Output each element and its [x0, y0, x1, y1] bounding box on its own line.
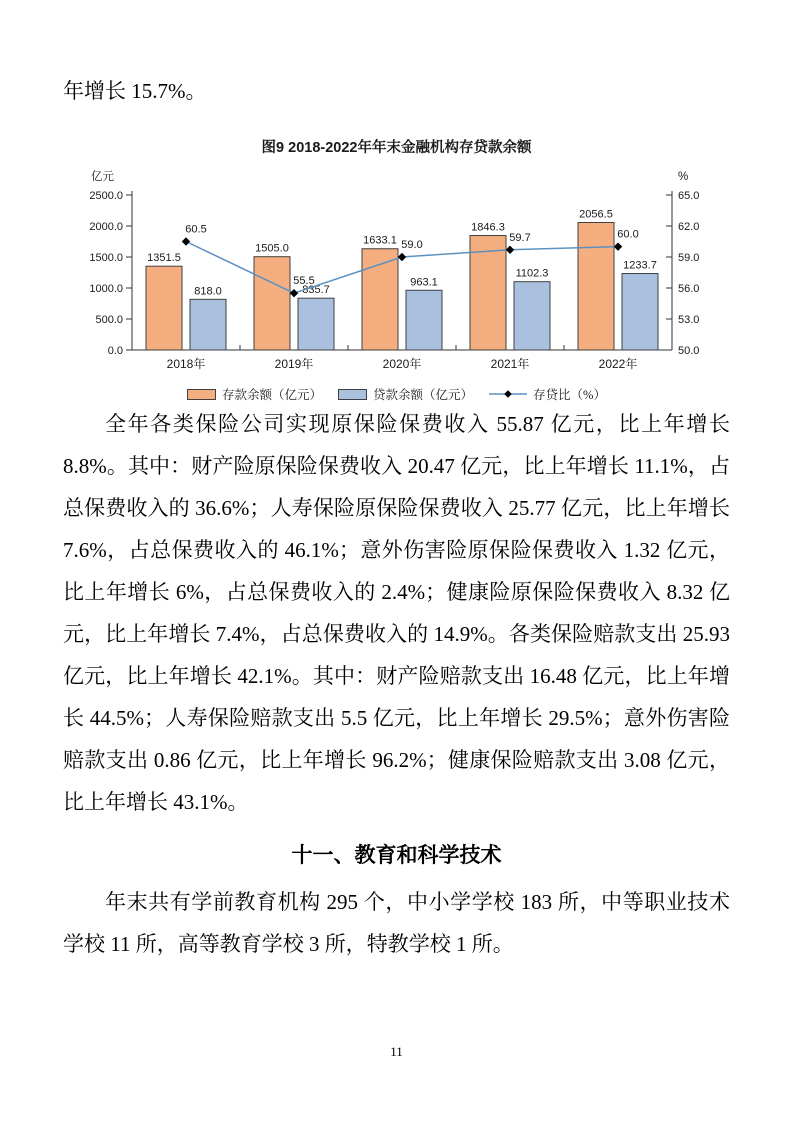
left-tick-label: 1500.0 — [88, 252, 123, 264]
bar-value-label: 835.7 — [301, 284, 330, 297]
x-category-label: 2018年 — [166, 357, 205, 371]
chart-svg — [77, 167, 717, 379]
legend-label: 贷款余额（亿元） — [373, 388, 474, 402]
bar-value-label: 818.0 — [193, 285, 222, 298]
left-tick-label: 2500.0 — [88, 190, 123, 202]
bar-value-label: 1102.3 — [515, 267, 548, 280]
right-tick-label: 50.0 — [677, 345, 699, 357]
page-number: 11 — [390, 1044, 403, 1059]
right-tick-label: 56.0 — [677, 283, 699, 295]
intro-line: 年增长 15.7%。 — [63, 79, 207, 103]
legend-bar-swatch — [187, 389, 216, 400]
legend-diamond-icon — [504, 390, 512, 398]
left-tick-label: 500.0 — [94, 314, 123, 326]
left-tick-label: 1000.0 — [88, 283, 123, 295]
bar-1-1 — [298, 298, 334, 350]
bar-value-label: 1233.7 — [622, 259, 657, 272]
x-category-label: 2021年 — [490, 357, 529, 371]
right-axis-unit: % — [677, 171, 688, 183]
right-tick-label: 59.0 — [677, 252, 699, 264]
chart-title: 图9 2018-2022年年末金融机构存贷款余额 — [261, 140, 532, 156]
diamond-marker — [181, 237, 189, 245]
bar-value-label: 1846.3 — [470, 221, 505, 234]
bar-value-label: 963.1 — [409, 276, 438, 289]
right-tick-label: 65.0 — [677, 190, 699, 202]
chart-legend — [63, 385, 730, 403]
x-category-label: 2022年 — [598, 357, 637, 371]
left-tick-label: 2000.0 — [88, 221, 123, 233]
bar-value-label: 1633.1 — [362, 234, 397, 247]
right-tick-label: 53.0 — [677, 314, 699, 326]
ratio-value-label: 59.0 — [400, 239, 423, 251]
chart-figure — [63, 136, 730, 403]
legend-item-1 — [338, 385, 473, 403]
legend-line-swatch — [489, 389, 527, 399]
bar-0-4 — [578, 222, 614, 350]
bar-1-4 — [622, 274, 658, 350]
bar-value-label: 1351.5 — [146, 252, 181, 265]
insurance-paragraph: 全年各类保险公司实现原保险保费收入 55.87 亿元，比上年增长 8.8%。其中：财产险原保险保费收入 20.47 亿元，比上年增长 11.1%，占总保费收入的 36.6%；人寿保险原保险保费收入 25.77 亿元，比上年增长 7.6%，占总保费收入的 46.1%；意外伤害险原保险保费收入 1.32 亿元，比上年增长 6%，占总保费收入的 2.4%；健康险原保险保费收入 8.32 亿元，比上年增长 7.4%，占总保费收入的 14.9%。各类保险赔款支出 25.93 亿元，比上年增长 42.1%。其中：财产险赔款支出 16.48 亿元，比上年增长 44.5%；人寿保险赔款支出 5.5 亿元，比上年增长 29.5%；意外伤害险赔款支出 0.86 亿元，比上年增长 96.2%；健康保险赔款支出 3.08 亿元，比上年增长 43.1%。 — [63, 412, 730, 814]
bar-0-1 — [254, 257, 290, 350]
right-tick-label: 62.0 — [677, 221, 699, 233]
section-heading: 十一、教育和科学技术 — [291, 844, 502, 867]
bar-value-label: 1505.0 — [254, 242, 289, 255]
bar-value-label: 2056.5 — [578, 208, 613, 221]
chart-canvas — [63, 167, 730, 379]
diamond-marker — [289, 289, 297, 297]
left-tick-label: 0.0 — [107, 345, 123, 357]
ratio-value-label: 55.5 — [292, 275, 315, 288]
diamond-marker — [613, 242, 621, 250]
x-category-label: 2019年 — [274, 357, 313, 371]
education-paragraph: 年末共有学前教育机构 295 个，中小学学校 183 所，中等职业技术学校 11 所，高等教育学校 3 所，特教学校 1 所。 — [63, 890, 730, 956]
bar-1-0 — [190, 299, 226, 350]
legend-label: 存贷比（%） — [533, 388, 606, 402]
legend-item-0 — [187, 385, 322, 403]
ratio-value-label: 60.5 — [184, 223, 207, 236]
bar-1-2 — [406, 290, 442, 350]
bar-1-3 — [514, 282, 550, 350]
ratio-value-label: 59.7 — [508, 231, 531, 244]
legend-bar-swatch — [338, 389, 367, 400]
bar-0-0 — [146, 266, 182, 350]
x-category-label: 2020年 — [382, 357, 421, 371]
diamond-marker — [505, 246, 513, 254]
left-axis-unit: 亿元 — [90, 171, 114, 183]
ratio-value-label: 60.0 — [616, 228, 639, 241]
legend-item-2 — [489, 385, 606, 403]
diamond-marker — [397, 253, 405, 261]
legend-label: 存款余额（亿元） — [222, 388, 323, 402]
